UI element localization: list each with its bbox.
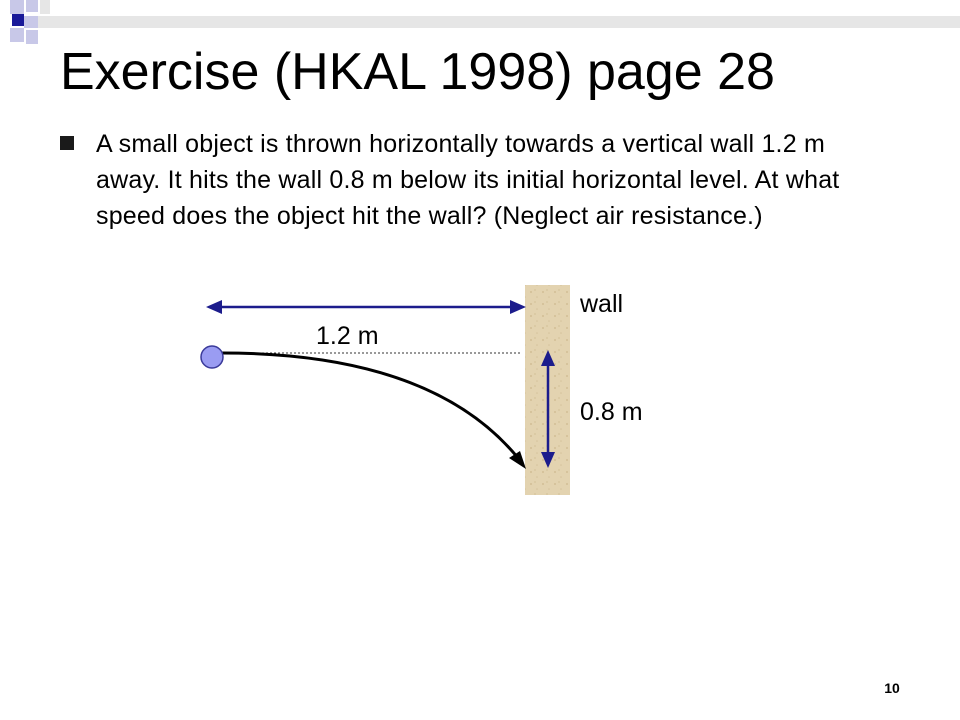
page-title: Exercise (HKAL 1998) page 28 xyxy=(60,43,775,101)
question-text: A small object is thrown horizontally towards a vertical wall 1.2 m away. It hits the wall 0.8 m below its initial horizontal level. At what speed does the object hit the wall? (Neglect air resistance.) xyxy=(96,130,840,230)
vertical-drop-label: 0.8 m xyxy=(580,398,643,426)
wall-label: wall xyxy=(580,290,624,318)
trajectory-arrowhead-icon xyxy=(509,451,526,469)
horizontal-distance-arrow xyxy=(206,300,526,314)
ball xyxy=(201,346,223,368)
horizontal-distance-label: 1.2 m xyxy=(316,322,379,350)
trajectory-curve xyxy=(222,353,518,458)
page-number: 10 xyxy=(884,680,900,696)
